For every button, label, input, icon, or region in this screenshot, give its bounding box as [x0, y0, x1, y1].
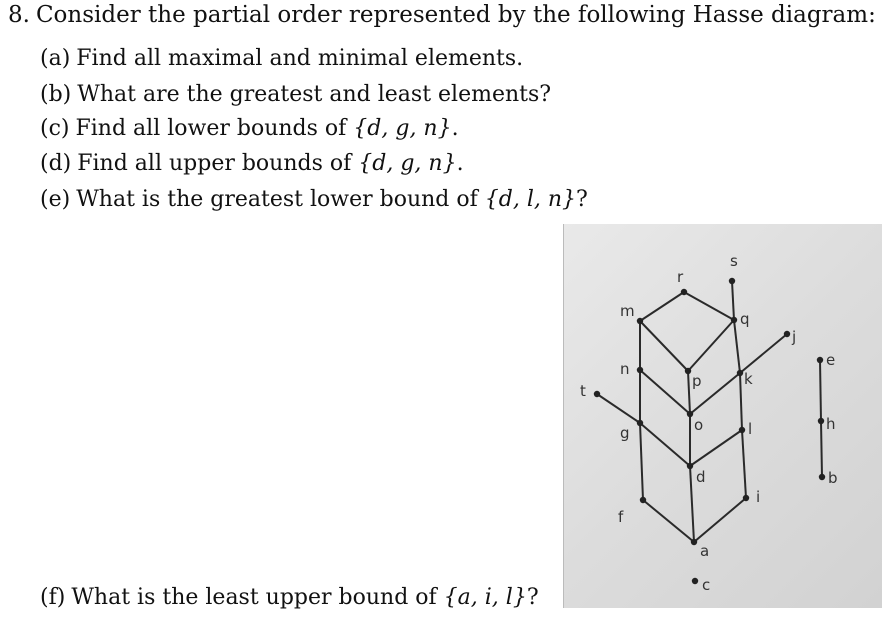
part-suffix: .: [451, 116, 459, 141]
edge-q-s: [732, 281, 734, 320]
part-text: Find all maximal and minimal elements.: [76, 46, 524, 71]
edge-a-i: [694, 498, 746, 542]
label-k: k: [744, 370, 753, 388]
label-d: d: [696, 468, 706, 486]
node-d: [687, 463, 693, 469]
diagram-labels: [580, 252, 838, 594]
part-text: What is the least upper bound of: [71, 585, 444, 610]
label-p: p: [692, 372, 702, 390]
node-h: [818, 418, 824, 424]
node-o: [687, 411, 693, 417]
part-suffix: .: [456, 151, 464, 176]
edge-n-o: [640, 370, 690, 414]
node-c: [692, 578, 698, 584]
part-label: (a): [40, 46, 71, 71]
part-e: [40, 187, 588, 212]
part-suffix: ?: [576, 187, 588, 212]
edge-e-h: [820, 360, 821, 421]
edge-l-k: [740, 373, 742, 430]
label-i: i: [756, 488, 761, 506]
node-g: [637, 420, 643, 426]
part-d: [40, 151, 464, 176]
part-set: {d, g, n}: [358, 151, 457, 176]
node-l: [739, 427, 745, 433]
label-f: f: [618, 508, 624, 526]
label-e: e: [826, 351, 836, 369]
part-text: Find all lower bounds of: [75, 116, 354, 141]
node-n: [637, 367, 643, 373]
edge-t-g: [597, 394, 640, 423]
label-a: a: [700, 542, 710, 560]
edge-g-d: [640, 423, 690, 466]
node-t: [594, 391, 600, 397]
part-set: {d, g, n}: [353, 116, 452, 141]
hasse-diagram-photo: [563, 224, 882, 608]
label-r: r: [677, 268, 684, 286]
part-label: (b): [40, 82, 72, 107]
part-label: (d): [40, 151, 72, 176]
label-s: s: [730, 252, 738, 270]
node-p: [685, 368, 691, 374]
node-q: [731, 317, 737, 323]
node-a: [691, 539, 697, 545]
edge-k-j: [740, 334, 787, 373]
node-i: [743, 495, 749, 501]
edge-a-d: [690, 466, 694, 542]
label-b: b: [828, 469, 838, 487]
edge-f-a: [643, 500, 694, 542]
part-b: [40, 82, 551, 107]
question-header: [8, 2, 876, 28]
label-t: t: [580, 382, 586, 400]
part-label: (f): [40, 585, 66, 610]
edge-g-f: [640, 423, 643, 500]
part-text: Find all upper bounds of: [77, 151, 359, 176]
edge-h-b: [821, 421, 822, 477]
edge-r-q: [684, 292, 734, 320]
node-m: [637, 318, 643, 324]
hasse-diagram: [564, 224, 882, 608]
part-text: What are the greatest and least elements?: [77, 82, 552, 107]
label-j: j: [792, 328, 797, 346]
edge-d-l: [690, 430, 742, 466]
diagram-edges: [597, 281, 822, 542]
part-set: {a, i, l}: [443, 585, 527, 610]
label-o: o: [694, 416, 704, 434]
node-f: [640, 497, 646, 503]
edge-p-q: [688, 320, 734, 371]
part-suffix: ?: [526, 585, 539, 610]
node-r: [681, 289, 687, 295]
edge-o-p: [688, 371, 690, 414]
edge-m-r: [640, 292, 684, 321]
part-c: [40, 116, 459, 141]
label-m: m: [620, 302, 635, 320]
part-f: [40, 585, 539, 610]
label-n: n: [620, 360, 630, 378]
label-q: q: [740, 310, 750, 328]
edge-i-l: [742, 430, 746, 498]
label-g: g: [620, 424, 630, 442]
node-k: [737, 370, 743, 376]
node-j: [784, 331, 790, 337]
node-s: [729, 278, 735, 284]
part-label: (e): [40, 187, 71, 212]
part-set: {d, l, n}: [484, 187, 577, 212]
part-label: (c): [40, 116, 70, 141]
edge-m-p: [640, 321, 688, 371]
question-number: 8.: [8, 2, 30, 28]
node-e: [817, 357, 823, 363]
node-b: [819, 474, 825, 480]
label-h: h: [826, 415, 836, 433]
question-prompt: Consider the partial order represented by the following Hasse diagram:: [35, 2, 876, 28]
part-a: [40, 46, 523, 71]
label-l: l: [748, 420, 753, 438]
label-c: c: [702, 576, 711, 594]
part-text: What is the greatest lower bound of: [76, 187, 485, 212]
